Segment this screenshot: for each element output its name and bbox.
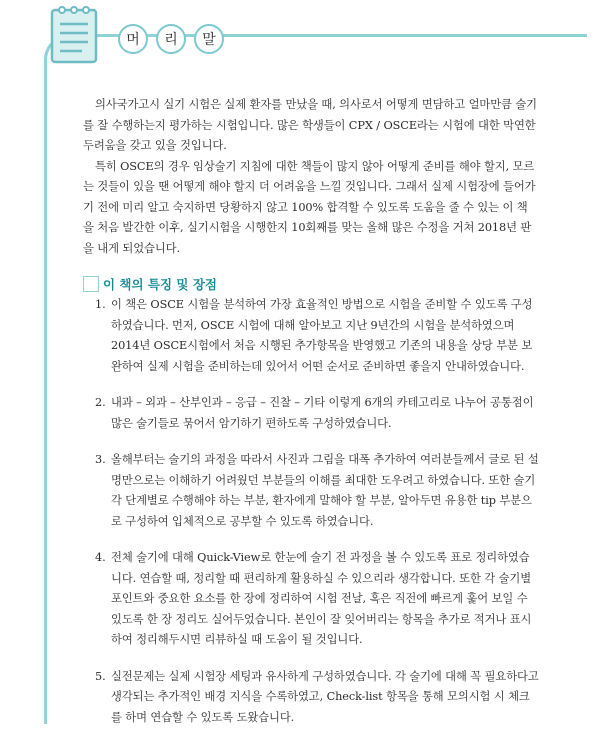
feature-list	[95, 295, 539, 728]
intro-text	[83, 95, 537, 259]
list-item	[95, 548, 539, 651]
page-title	[118, 24, 224, 54]
list-item-number: 5.	[95, 669, 106, 683]
list-item-text: 내과 – 외과 – 산부인과 – 응급 – 진찰 – 기타 이렇게 6개의 카테고리로 나누어 공통점이 많은 술기들로 묶어서 암기하기 편하도록 구성하였습니다.	[111, 396, 534, 430]
title-char: 리	[156, 24, 186, 54]
list-item	[95, 295, 539, 377]
list-item-number: 3.	[95, 453, 106, 466]
list-item	[95, 667, 539, 729]
list-item	[95, 450, 539, 532]
list-item-text: 실전문제는 실제 시험장 세팅과 유사하게 구성하였습니다. 각 술기에 대해 꼭 필요하다고 생각되는 추가적인 배경 지식을 수록하였고, Check-list 항목을 통해 모의시험 시 체크를 하며 연습할 수 있도록 도왔습니다.	[111, 669, 539, 724]
list-item-text: 전체 술기에 대해 Quick-View로 한눈에 술기 전 과정을 볼 수 있도록 표로 정리하였습니다. 연습할 때, 정리할 때 편리하게 활용하실 수 있으리라 생각합니다. 또한 각 술기별 포인트와 중요한 요소를 한 장에 정리하여 시험 전날, 혹은 직전에 빠르게 훑어 보일 수 있도록 한 장 정리도 실어두었습니다. 본인이 잘 잊어버리는 항목을 추가로 적거나 표시하여 정리해두시면 리뷰하실 때 도움이 될 것입니다.	[111, 551, 532, 646]
title-char: 말	[194, 24, 224, 54]
section-heading-label: 이 책의 특징 및 장점	[103, 277, 218, 292]
intro-paragraph: 의사국가고시 실기 시험은 실제 환자를 만났을 때, 의사로서 어떻게 면담하고 얼마만큼 술기를 잘 수행하는지 평가하는 시험입니다. 많은 학생들이 CPX / OSCE라는 시험에 대한 막연한 두려움을 갖고 있을 것입니다.	[83, 98, 537, 152]
list-item-number: 2.	[95, 396, 106, 409]
square-bullet-icon	[83, 276, 99, 292]
list-item-number: 1.	[95, 298, 106, 311]
list-item-text: 이 책은 OSCE 시험을 분석하여 가장 효율적인 방법으로 시험을 준비할 수 있도록 구성하였습니다. 먼저, OSCE 시험에 대해 알아보고 지난 9년간의 시험을 분석하였으며 2014년 OSCE시험에서 처음 시행된 추가항목을 반영했고 기존의 내용을 상당 부분 보완하여 실제 시험을 준비하는데 있어서 어떤 순서로 준비하면 좋을지 안내하였습니다.	[111, 298, 533, 373]
notepad-icon	[46, 6, 104, 66]
title-char: 머	[118, 24, 148, 54]
section-heading	[83, 275, 217, 293]
list-item-number: 4.	[95, 551, 106, 564]
intro-paragraph: 특히 OSCE의 경우 임상술기 지침에 대한 책들이 많지 않아 어떻게 준비를 해야 할지, 모르는 것들이 있을 땐 어떻게 해야 할지 더 어려움을 느낄 것입니다. 그래서 실제 시험장에 들어가기 전에 미리 알고 숙지하면 당황하지 않고 100% 합격할 수 있도록 도움을 줄 수 있는 이 책을 처음 발간한 이후, 실기시험을 시행한지 10회째를 맞는 올해 많은 수정을 거쳐 2018년 판을 내게 되었습니다.	[83, 159, 536, 255]
list-item-text: 올해부터는 술기의 과정을 따라서 사진과 그림을 대폭 추가하여 여러분들께서 글로 된 설명만으로는 이해하기 어려웠던 부분들의 이해를 최대한 도우려고 하였습니다. 또한 술기 각 단계별로 수행해야 하는 부분, 환자에게 말해야 할 부분, 알아두면 유용한 tip 부분으로 구성하여 입체적으로 공부할 수 있도록 하였습니다.	[111, 453, 539, 528]
list-item	[95, 393, 539, 434]
